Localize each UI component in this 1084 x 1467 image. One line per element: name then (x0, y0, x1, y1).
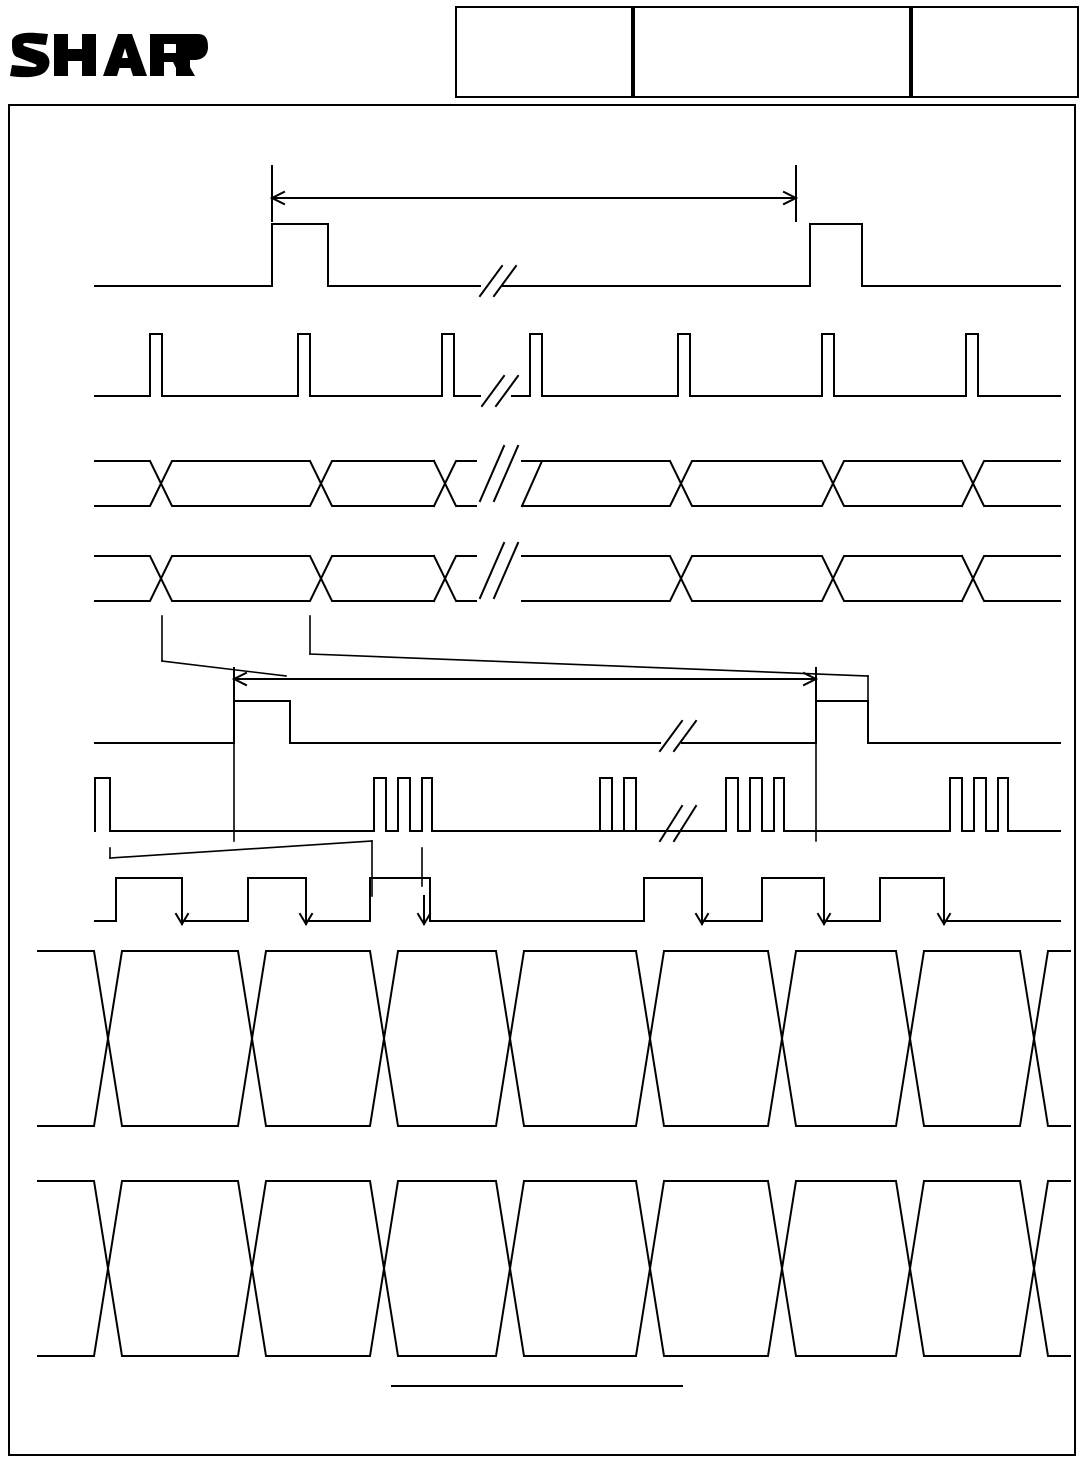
signal-wide-bus-c (38, 951, 1070, 1126)
measurement-arrow-mid (234, 668, 816, 706)
signal-data-bus-b (95, 556, 1060, 601)
signal-frame-marker (95, 701, 1060, 743)
signal-burst-clock (95, 778, 1060, 831)
break-mark-5 (660, 721, 696, 751)
break-mark-3 (480, 446, 518, 501)
timing-diagram (10, 106, 1074, 1454)
callout-lines-upper (162, 616, 868, 706)
strobe-arrows (176, 896, 950, 924)
signal-data-bus-a (95, 461, 1060, 506)
signal-horizontal-sync (95, 334, 1060, 396)
break-mark-2 (482, 376, 518, 406)
break-mark-6 (660, 806, 696, 841)
marker-drop-lines (234, 706, 816, 841)
break-mark-4 (480, 543, 518, 598)
header-box-middle (633, 6, 911, 98)
page-header (0, 0, 1084, 98)
signal-vertical-sync (95, 224, 1060, 286)
header-box-left (455, 6, 633, 98)
break-mark-1 (480, 266, 516, 296)
callout-lines-lower (110, 841, 422, 896)
header-box-right (911, 6, 1079, 98)
signal-strobe (95, 878, 1060, 921)
measurement-arrow-top (272, 166, 796, 221)
sharp-logo (8, 30, 208, 80)
content-frame (8, 104, 1076, 1456)
signal-wide-bus-d (38, 1181, 1070, 1356)
